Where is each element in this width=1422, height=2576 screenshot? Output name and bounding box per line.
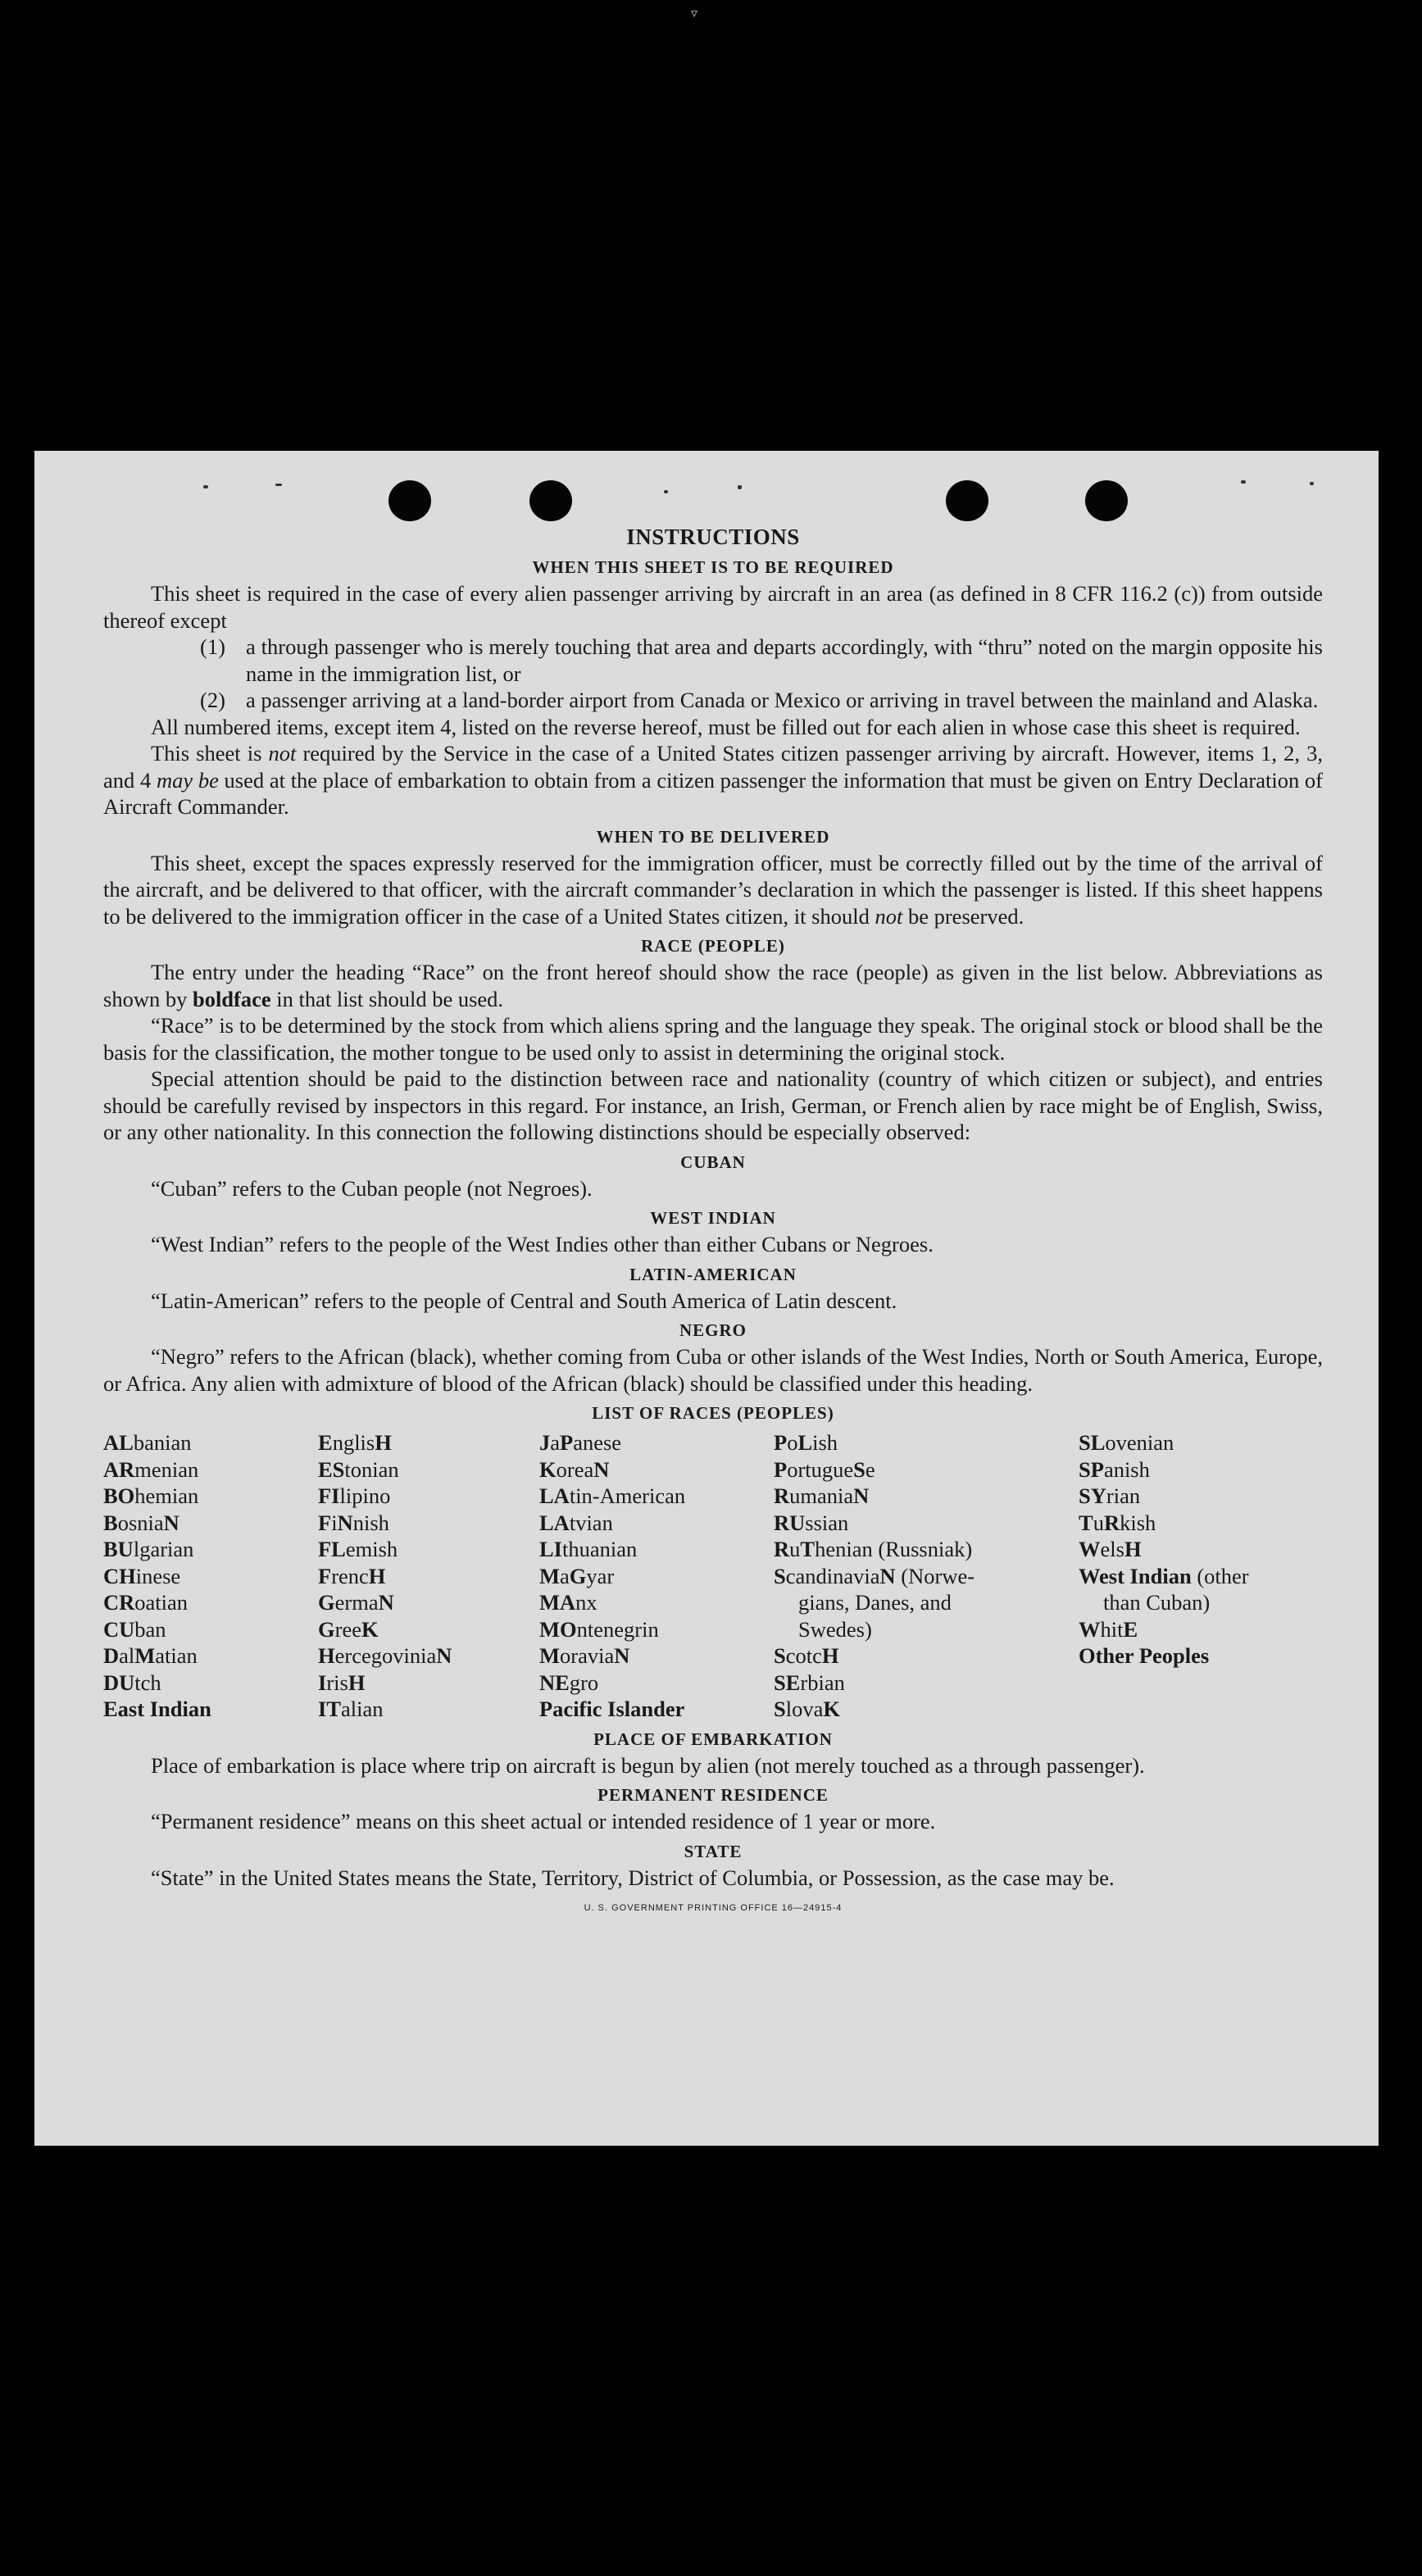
race-entry [318,1642,539,1670]
race-abbreviation: M [539,1643,561,1668]
race-name-part: tch [134,1670,161,1695]
race-abbreviation: W [1079,1537,1101,1561]
race-name-part: ercegovinia [334,1643,437,1668]
race-abbreviation: G [318,1590,335,1615]
speck [203,485,208,488]
embarkation-text: Place of embarkation is place where trip on aircraft is begun by alien (not merely touched as a through passenger). [151,1752,1145,1778]
race-abbreviation: West Indian [1079,1563,1192,1588]
race-entry [318,1510,539,1537]
race-abbreviation: AL [103,1430,134,1455]
race-entry [774,1536,1079,1563]
race-abbreviation: S [774,1563,786,1588]
race-name-part: candinavia [785,1563,880,1588]
instruction-sheet [34,451,1379,2146]
race-entry [103,1483,318,1510]
race-abbreviation: FL [318,1537,346,1561]
race-abbreviation: FI [318,1483,340,1508]
race-entry [1079,1536,1292,1563]
race-abbreviation: Pacific Islander [539,1697,685,1721]
race-column [318,1429,539,1723]
race-abbreviation: BU [103,1537,134,1561]
race-abbreviation: LA [539,1483,570,1508]
item-text: a through passenger who is merely touching that area and departs accordingly, with “thru” noted on the margin opposite his name in the immigration list, or [246,634,1323,686]
race-abbreviation: P [774,1456,788,1482]
race-para3: Special attention should be paid to the distinction between race and nationality (country of which citizen or subject), and entries should be carefully revised by inspectors in this regard. For instance, an Irish, German, or French alien by race might be of English, Swiss, or any other nationality. In this connection the following distinctions should be especially observed: [103,1066,1323,1144]
race-column [1079,1429,1292,1723]
speck [1241,480,1246,484]
race-entry [539,1616,774,1643]
speck [275,484,282,486]
race-name-part: els [1100,1537,1124,1561]
race-entry [774,1563,1079,1643]
race-name-part: hemian [134,1483,199,1508]
race-abbreviation: G [318,1616,335,1642]
race-abbreviation: N [593,1456,610,1482]
race-entry [103,1536,318,1563]
printing-office-footer: U. S. GOVERNMENT PRINTING OFFICE 16—24915-4 [584,1903,843,1913]
race-abbreviation: B [103,1510,118,1535]
page-title: INSTRUCTIONS [626,525,800,549]
punch-hole [946,480,988,521]
race-name-part: tin-American [569,1483,686,1508]
race-entry [1079,1563,1292,1616]
race-name-part: ortugue [787,1456,854,1482]
race-abbreviation: S [774,1697,786,1721]
race-entry [539,1429,774,1456]
race-abbreviation: IT [318,1697,341,1721]
race-name-part: nx [575,1590,597,1615]
race-entry [318,1456,539,1483]
heading-latin-american: LATIN-AMERICAN [629,1264,797,1284]
race-entry [539,1642,774,1670]
race-name-part: u [789,1537,801,1561]
residence-text: “Permanent residence” means on this sheet actual or intended residence of 1 year or more. [151,1809,936,1833]
race-name-part: ban [134,1616,166,1642]
heading-cuban: CUBAN [680,1152,746,1172]
race-name-part: oravia [560,1643,615,1668]
race-entry [539,1696,774,1723]
race-abbreviation: J [539,1430,551,1455]
race-abbreviation: ES [318,1456,345,1482]
race-abbreviation: M [539,1563,561,1588]
punch-hole [1085,480,1128,521]
cuban-text: “Cuban” refers to the Cuban people (not Negroes). [151,1175,593,1201]
race-column [774,1429,1079,1723]
race-abbreviation: G [569,1563,587,1588]
race-name-part: henian (Russniak) [815,1537,973,1561]
race-entry [103,1510,318,1537]
race-entry-continuation: than Cuban) [1103,1590,1211,1615]
race-abbreviation: S [853,1456,865,1482]
race-name-part: kish [1120,1510,1156,1535]
race-entry [103,1670,318,1697]
negro-text: “Negro” refers to the African (black), whether coming from Cuba or other islands of the West Indies, North or South America, Europe, or Africa. Any alien with admixture of blood of the African (black) should be classified under this heading. [103,1344,1323,1396]
race-abbreviation: AR [103,1456,135,1482]
race-name-part: umania [789,1483,854,1508]
race-column [103,1429,318,1723]
race-abbreviation: MA [539,1590,576,1615]
race-abbreviation: N [436,1643,452,1668]
race-name-part: thuanian [562,1537,638,1561]
race-abbreviation: S [774,1643,786,1668]
race-abbreviation: F [318,1563,332,1588]
race-entry [318,1616,539,1643]
race-entry [103,1696,318,1723]
heading-when-required: WHEN THIS SHEET IS TO BE REQUIRED [532,557,894,577]
race-name-part: anese [573,1430,622,1455]
race-entry [318,1563,539,1590]
race-entry [774,1642,1079,1670]
speck [664,490,668,493]
race-entry [539,1536,774,1563]
race-name-part: atian [155,1643,198,1668]
race-abbreviation: SE [774,1670,801,1695]
race-name-part: (other [1191,1563,1249,1588]
race-abbreviation: N [378,1590,394,1615]
race-name-part: tonian [344,1456,399,1482]
race-entry [774,1483,1079,1510]
race-abbreviation: NE [539,1670,570,1695]
race-abbreviation: CH [103,1563,136,1588]
race-entry [318,1670,539,1697]
race-name-part: erma [334,1590,379,1615]
race-abbreviation: SY [1079,1483,1106,1508]
speck [738,485,742,489]
race-entry [774,1670,1079,1697]
race-name-part: ovenian [1105,1430,1174,1455]
race-name-part: ris [326,1670,348,1695]
when-required-intro: This sheet is required in the case of every alien passenger arriving by aircraft in an area (as defined in 8 CFR 116.2 (c)) from outside thereof except [103,581,1323,633]
when-required-para3: This sheet is not required by the Service in the case of a United States citizen passenger arriving by aircraft. However, items 1, 2, 3, and 4 may be used at the place of embarkation to obtain from a citizen passenger the information that must be given on Entry Declaration of Aircraft Commander. [103,741,1323,819]
race-name-part: inese [135,1563,181,1588]
race-para2: “Race” is to be determined by the stock from which aliens spring and the language they speak. The original stock or blood shall be the basis for the classification, the mother tongue to be used only to assist in determining the original stock. [103,1013,1323,1065]
race-name-part: ntenegrin [576,1616,659,1642]
race-entry [539,1670,774,1697]
race-name-part: orea [556,1456,594,1482]
race-abbreviation: CU [103,1616,135,1642]
race-abbreviation: H [821,1643,839,1668]
race-entry [774,1696,1079,1723]
race-name-part: cotc [785,1643,822,1668]
race-column [539,1429,774,1723]
race-abbreviation: H [348,1670,366,1695]
latin-american-text: “Latin-American” refers to the people of Central and South America of Latin descent. [151,1288,897,1313]
race-abbreviation: RU [774,1510,806,1535]
race-abbreviation: DU [103,1670,135,1695]
race-abbreviation: H [318,1643,335,1668]
race-entry [539,1589,774,1616]
race-abbreviation: M [134,1643,156,1668]
heading-list-of-races: LIST OF RACES (PEOPLES) [592,1403,834,1423]
sheet-content [103,523,1323,1914]
race-name-part: i [331,1510,338,1535]
race-name-part: nish [352,1510,389,1535]
race-name-part: ree [334,1616,361,1642]
race-abbreviation: N [853,1483,870,1508]
when-required-para2: All numbered items, except item 4, listed on the reverse hereof, must be filled out for each alien in whose case this sheet is required. [151,714,1301,739]
heading-permanent-residence: PERMANENT RESIDENCE [597,1785,829,1805]
race-entry [539,1510,774,1537]
heading-embarkation: PLACE OF EMBARKATION [593,1729,833,1749]
race-entry [539,1483,774,1510]
race-abbreviation: R [774,1483,790,1508]
race-abbreviation: MO [539,1616,577,1642]
item-number: (1) [200,634,225,659]
speck [1310,482,1314,485]
heading-negro: NEGRO [679,1320,747,1340]
race-name-part: lipino [339,1483,391,1508]
heading-when-delivered: WHEN TO BE DELIVERED [596,826,830,847]
race-entry [774,1510,1079,1537]
race-abbreviation: SP [1079,1456,1104,1482]
west-indian-text: “West Indian” refers to the people of the West Indies other than either Cubans or Negroes. [151,1232,934,1256]
race-abbreviation: CR [103,1590,135,1615]
item-text: a passenger arriving at a land-border airport from Canada or Mexico or arriving in travel between the mainland and Alaska. [246,688,1319,712]
race-name-part: banian [133,1430,192,1455]
race-entry [318,1429,539,1456]
race-abbreviation: T [1079,1510,1093,1535]
race-abbreviation: N [163,1510,179,1535]
race-abbreviation: SL [1079,1430,1106,1455]
race-abbreviation: East Indian [103,1697,211,1721]
race-abbreviation: E [1123,1616,1138,1642]
race-abbreviation: K [361,1616,379,1642]
race-abbreviation: H [368,1563,386,1588]
race-name-part: osnia [117,1510,164,1535]
race-name-part: e [865,1456,875,1482]
heading-state: STATE [684,1841,743,1861]
race-abbreviation: R [1103,1510,1120,1535]
race-name-part: (Norwe- [895,1563,975,1588]
race-abbreviation: P [774,1430,788,1455]
race-entry [103,1456,318,1483]
race-name-part: yar [586,1563,615,1588]
race-abbreviation: R [774,1537,790,1561]
punch-hole [529,480,572,521]
race-entry [318,1483,539,1510]
race-abbreviation: I [318,1670,327,1695]
race-entry [539,1456,774,1483]
race-name-part: renc [331,1563,369,1588]
race-entry [318,1696,539,1723]
item-number: (2) [200,688,225,712]
race-name-part: al [119,1643,135,1668]
race-entry [1079,1429,1292,1456]
race-abbreviation: N [879,1563,896,1588]
race-name-part: a [560,1563,570,1588]
exception-item [103,634,1323,687]
state-text: “State” in the United States means the State, Territory, District of Columbia, or Possession, as the case may be. [151,1865,1115,1890]
race-abbreviation: F [318,1510,332,1535]
race-name-part: lova [785,1697,824,1721]
race-abbreviation: P [560,1430,574,1455]
race-name-part: ssian [805,1510,849,1535]
race-entry [103,1589,318,1616]
heading-race: RACE (PEOPLE) [641,936,785,956]
race-list [103,1429,1323,1723]
race-abbreviation: Other Peoples [1079,1643,1210,1668]
race-abbreviation: LI [539,1537,562,1561]
race-name-part: tvian [569,1510,613,1535]
race-entry [103,1563,318,1590]
race-entry [1079,1616,1292,1643]
race-name-part: nglis [332,1430,375,1455]
race-abbreviation: K [539,1456,557,1482]
race-abbreviation: H [375,1430,392,1455]
race-abbreviation: E [318,1430,333,1455]
race-para1: The entry under the heading “Race” on the front hereof should show the race (people) as given in the list below. Abbreviations as shown by boldface in that list should be used. [103,960,1323,1011]
race-name-part: o [787,1430,798,1455]
heading-west-indian: WEST INDIAN [650,1208,776,1228]
race-abbreviation: K [823,1697,840,1721]
race-abbreviation: D [103,1643,120,1668]
race-name-part: hit [1100,1616,1124,1642]
race-entry [1079,1510,1292,1537]
race-name-part: alian [341,1697,384,1721]
race-abbreviation: BO [103,1483,135,1508]
scan-mark: ▿ [690,7,698,20]
when-delivered-para: This sheet, except the spaces expressly reserved for the immigration officer, must be correctly filled out by the time of the arrival of the aircraft, and be delivered to that officer, with the aircraft commander’s declaration in which the passenger is listed. If this sheet happens to be delivered to the immigration officer in the case of a United States citizen, it should not be preserved. [103,850,1323,929]
race-abbreviation: H [1124,1537,1142,1561]
punch-hole [388,480,431,521]
race-entry [774,1456,1079,1483]
race-entry [1079,1483,1292,1510]
race-entry [103,1642,318,1670]
race-abbreviation: N [614,1643,630,1668]
race-name-part: lgarian [133,1537,194,1561]
race-abbreviation: N [337,1510,353,1535]
race-name-part: anish [1103,1456,1150,1482]
race-entry [539,1563,774,1590]
race-name-part: rbian [800,1670,845,1695]
race-abbreviation: W [1079,1616,1101,1642]
race-name-part: oatian [134,1590,189,1615]
race-abbreviation: L [797,1430,813,1455]
race-entry [774,1429,1079,1456]
race-name-part: ish [812,1430,838,1455]
race-name-part: gro [569,1670,599,1695]
race-abbreviation: T [800,1537,815,1561]
race-name-part: u [1093,1510,1104,1535]
race-entry [1079,1642,1292,1670]
race-entry [103,1616,318,1643]
race-entry [318,1589,539,1616]
race-name-part: a [550,1430,561,1455]
race-abbreviation: LA [539,1510,570,1535]
race-entry [103,1429,318,1456]
race-entry [318,1536,539,1563]
race-name-part: menian [134,1456,199,1482]
race-name-part: rian [1106,1483,1141,1508]
race-entry-continuation: gians, Danes, and [798,1590,952,1615]
race-name-part: emish [345,1537,398,1561]
race-entry-continuation: Swedes) [798,1616,872,1642]
exception-item [103,687,1323,714]
race-entry [1079,1456,1292,1483]
